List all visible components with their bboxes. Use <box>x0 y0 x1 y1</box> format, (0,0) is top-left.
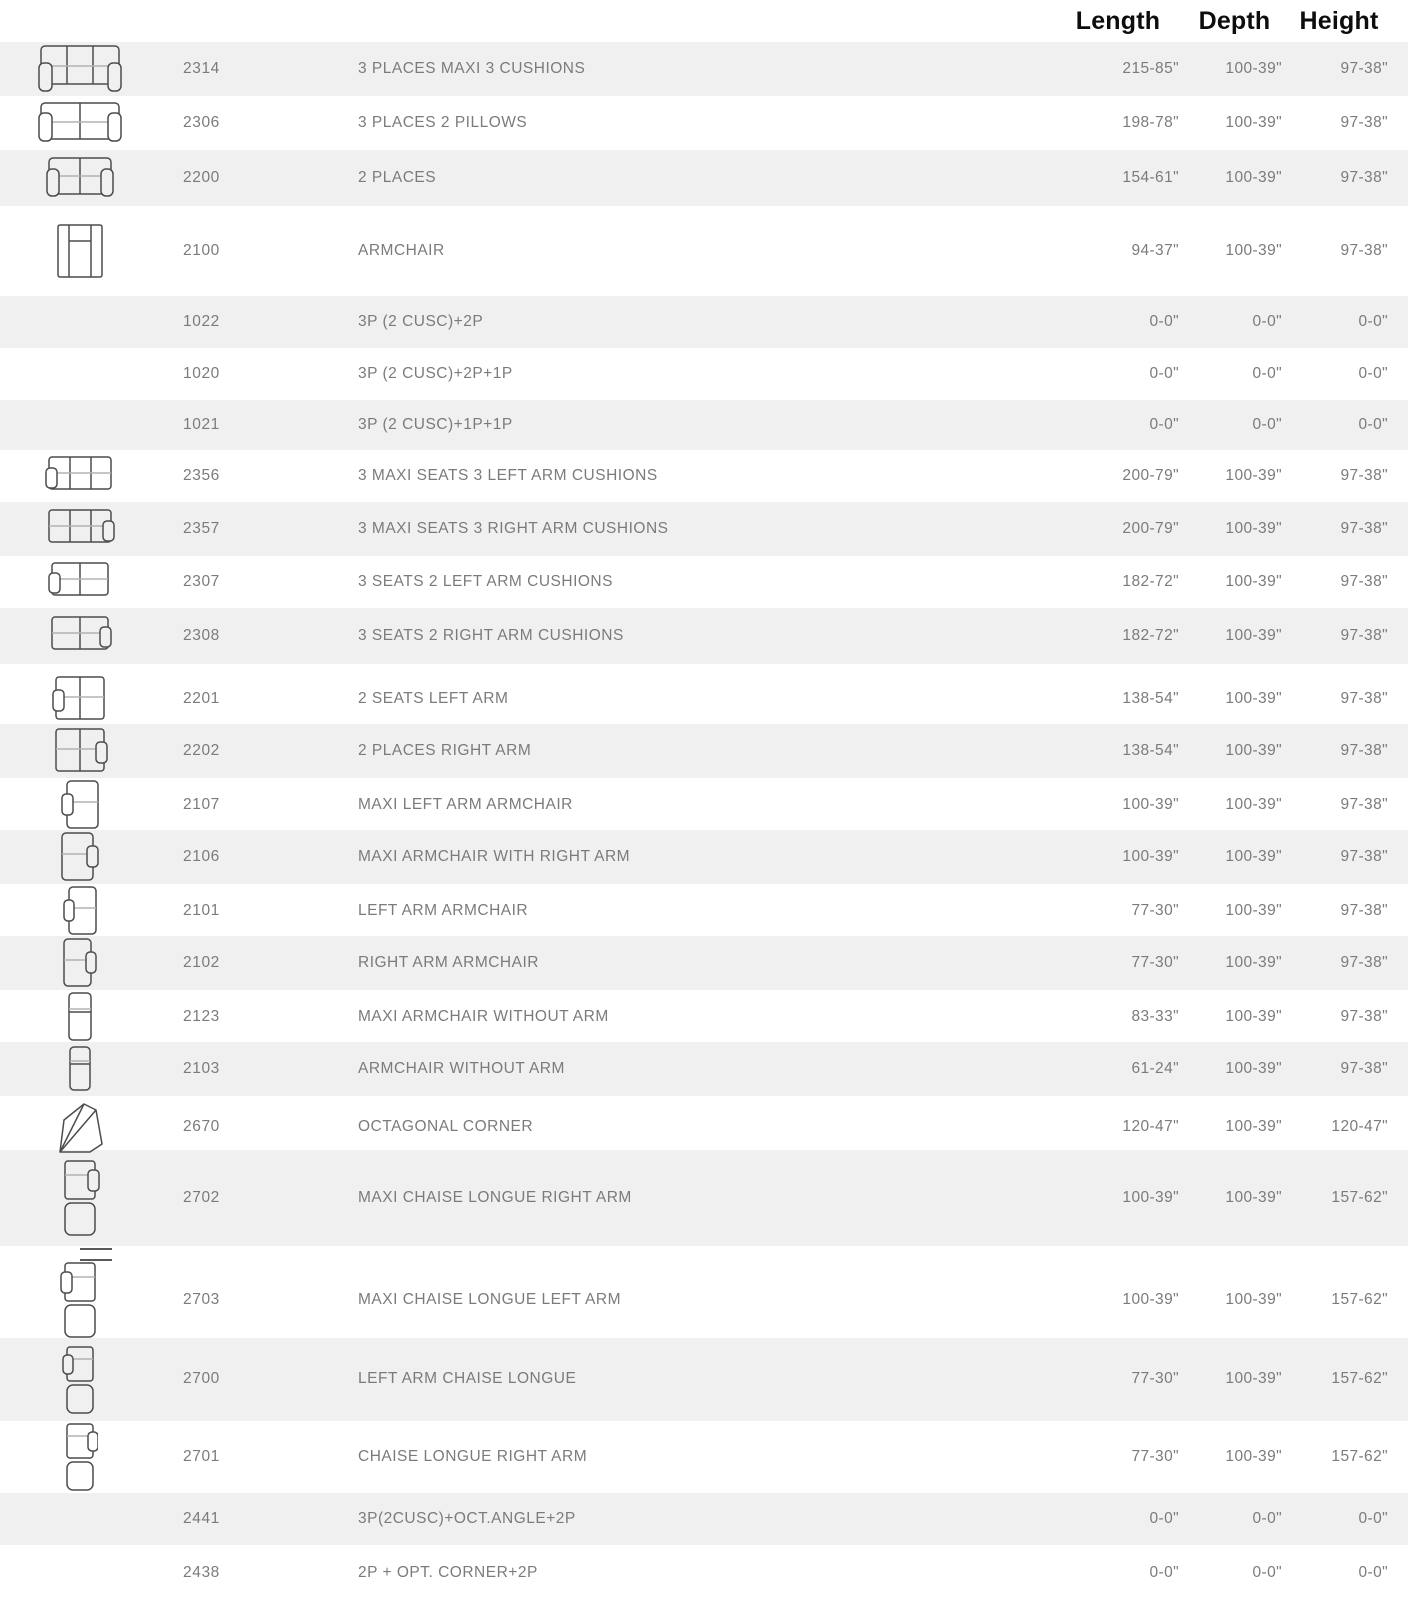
table-row <box>0 400 1408 450</box>
height-value: 0-0" <box>1358 312 1388 330</box>
product-description: ARMCHAIR <box>358 241 445 259</box>
table-row <box>0 936 1408 990</box>
octagonal-corner-icon <box>0 1096 160 1158</box>
height-value: 97-38" <box>1340 168 1388 186</box>
product-code: 2438 <box>183 1563 220 1581</box>
sofa-2-places-icon <box>0 150 160 206</box>
armchair-no-arm-icon <box>0 1042 160 1096</box>
height-value: 157-62" <box>1331 1370 1388 1388</box>
table-row <box>0 348 1408 400</box>
table-row <box>0 990 1408 1042</box>
height-value: 97-38" <box>1340 1007 1388 1025</box>
length-value: 0-0" <box>1149 364 1179 382</box>
product-description: 2 PLACES RIGHT ARM <box>358 741 532 759</box>
length-value: 182-72" <box>1122 626 1179 644</box>
length-value: 77-30" <box>1131 1370 1179 1388</box>
length-value: 0-0" <box>1149 415 1179 433</box>
depth-value: 100-39" <box>1225 113 1282 131</box>
product-description: 2P + OPT. CORNER+2P <box>358 1563 538 1581</box>
product-code: 2701 <box>183 1447 220 1465</box>
product-code: 2700 <box>183 1370 220 1388</box>
table-row <box>0 884 1408 936</box>
product-code: 2357 <box>183 519 220 537</box>
product-description: OCTAGONAL CORNER <box>358 1117 534 1135</box>
height-value: 97-38" <box>1340 795 1388 813</box>
height-value: 97-38" <box>1340 59 1388 77</box>
height-value: 97-38" <box>1340 519 1388 537</box>
page-gap <box>0 664 1408 674</box>
product-description: 3P (2 CUSC)+2P <box>358 312 484 330</box>
product-code: 2703 <box>183 1290 220 1308</box>
depth-value: 100-39" <box>1225 741 1282 759</box>
length-value: 138-54" <box>1122 741 1179 759</box>
product-description: 3P(2CUSC)+OCT.ANGLE+2P <box>358 1509 576 1527</box>
page-section <box>0 674 1408 1246</box>
armchair-no-arm-maxi-icon <box>0 990 160 1044</box>
product-code: 2202 <box>183 741 220 759</box>
empty-icon-cell <box>0 1493 160 1545</box>
height-value: 97-38" <box>1340 626 1388 644</box>
length-value: 100-39" <box>1122 1188 1179 1206</box>
table-row <box>0 724 1408 778</box>
table-row <box>0 296 1408 348</box>
depth-value: 100-39" <box>1225 901 1282 919</box>
product-description: 3 SEATS 2 LEFT ARM CUSHIONS <box>358 572 613 590</box>
product-code: 2307 <box>183 572 220 590</box>
table-row <box>0 1545 1408 1601</box>
sofa-2-left-arm-icon <box>0 556 160 608</box>
height-value: 0-0" <box>1358 364 1388 382</box>
sofa-2-right-arm-icon <box>0 608 160 664</box>
armchair-left-arm-maxi-icon <box>0 778 160 832</box>
product-description: CHAISE LONGUE RIGHT ARM <box>358 1447 588 1465</box>
height-value: 97-38" <box>1340 689 1388 707</box>
product-code: 2308 <box>183 626 220 644</box>
depth-value: 100-39" <box>1225 847 1282 865</box>
page-section <box>0 42 1408 664</box>
depth-value: 100-39" <box>1225 59 1282 77</box>
height-value: 97-38" <box>1340 466 1388 484</box>
product-description: MAXI LEFT ARM ARMCHAIR <box>358 795 573 813</box>
depth-value: 100-39" <box>1225 689 1282 707</box>
depth-value: 100-39" <box>1225 519 1282 537</box>
empty-icon-cell <box>0 400 160 450</box>
depth-value: 0-0" <box>1252 1563 1282 1581</box>
depth-value: 0-0" <box>1252 1509 1282 1527</box>
length-value: 138-54" <box>1122 689 1179 707</box>
seats-2-left-arm-icon <box>0 674 160 724</box>
height-value: 157-62" <box>1331 1290 1388 1308</box>
table-row <box>0 778 1408 830</box>
depth-value: 100-39" <box>1225 241 1282 259</box>
height-value: 97-38" <box>1340 901 1388 919</box>
product-code: 2314 <box>183 59 220 77</box>
product-code: 2441 <box>183 1509 220 1527</box>
product-description: 3 SEATS 2 RIGHT ARM CUSHIONS <box>358 626 624 644</box>
product-description: 3 MAXI SEATS 3 RIGHT ARM CUSHIONS <box>358 519 669 537</box>
length-value: 83-33" <box>1131 1007 1179 1025</box>
length-value: 77-30" <box>1131 1447 1179 1465</box>
height-value: 0-0" <box>1358 1563 1388 1581</box>
sofa-3-left-arm-icon <box>0 450 160 502</box>
length-value: 61-24" <box>1131 1059 1179 1077</box>
chaise-left-arm-icon <box>0 1338 160 1421</box>
height-value: 97-38" <box>1340 241 1388 259</box>
seats-2-right-arm-icon <box>0 724 160 778</box>
height-column-header: Height <box>1299 6 1379 35</box>
table-row <box>0 450 1408 502</box>
table-row <box>0 1042 1408 1096</box>
depth-value: 100-39" <box>1225 466 1282 484</box>
table-row <box>0 1421 1408 1493</box>
length-value: 0-0" <box>1149 1509 1179 1527</box>
height-value: 97-38" <box>1340 847 1388 865</box>
depth-value: 0-0" <box>1252 415 1282 433</box>
product-code: 2201 <box>183 689 220 707</box>
armchair-left-arm-icon <box>0 884 160 938</box>
product-code: 2101 <box>183 901 220 919</box>
product-code: 2356 <box>183 466 220 484</box>
length-value: 94-37" <box>1131 241 1179 259</box>
product-description: LEFT ARM ARMCHAIR <box>358 901 529 919</box>
length-value: 120-47" <box>1122 1117 1179 1135</box>
table-row <box>0 1493 1408 1545</box>
table-row <box>0 42 1408 96</box>
depth-value: 100-39" <box>1225 1007 1282 1025</box>
table-row <box>0 502 1408 556</box>
table-row <box>0 96 1408 150</box>
cut-icon-fragment <box>80 1248 112 1261</box>
depth-column-header: Depth <box>1198 6 1271 35</box>
depth-value: 0-0" <box>1252 312 1282 330</box>
product-code: 2200 <box>183 168 220 186</box>
product-code: 1020 <box>183 364 220 382</box>
product-description: LEFT ARM CHAISE LONGUE <box>358 1370 577 1388</box>
length-value: 100-39" <box>1122 795 1179 813</box>
empty-icon-cell <box>0 296 160 348</box>
height-value: 157-62" <box>1331 1188 1388 1206</box>
height-value: 120-47" <box>1331 1117 1388 1135</box>
table-row <box>0 150 1408 206</box>
depth-value: 100-39" <box>1225 1117 1282 1135</box>
product-description: 2 PLACES <box>358 168 437 186</box>
product-code: 2123 <box>183 1007 220 1025</box>
table-header <box>0 0 1408 42</box>
depth-value: 100-39" <box>1225 1290 1282 1308</box>
product-description: 3 PLACES MAXI 3 CUSHIONS <box>358 59 586 77</box>
empty-icon-cell <box>0 1545 160 1601</box>
table-row <box>0 206 1408 296</box>
product-description: 3P (2 CUSC)+1P+1P <box>358 415 513 433</box>
product-code: 1022 <box>183 312 220 330</box>
height-value: 97-38" <box>1340 741 1388 759</box>
length-value: 182-72" <box>1122 572 1179 590</box>
product-description: MAXI ARMCHAIR WITHOUT ARM <box>358 1007 609 1025</box>
chaise-right-arm-icon <box>0 1421 160 1493</box>
sofa-2-pillows-icon <box>0 96 160 150</box>
depth-value: 100-39" <box>1225 572 1282 590</box>
product-description: MAXI CHAISE LONGUE RIGHT ARM <box>358 1188 632 1206</box>
depth-value: 100-39" <box>1225 1188 1282 1206</box>
table-row <box>0 830 1408 884</box>
product-code: 2103 <box>183 1059 220 1077</box>
table-row <box>0 1338 1408 1421</box>
depth-value: 100-39" <box>1225 1370 1282 1388</box>
product-description: MAXI ARMCHAIR WITH RIGHT ARM <box>358 847 631 865</box>
height-value: 0-0" <box>1358 415 1388 433</box>
armchair-icon <box>0 206 160 296</box>
product-description: 3 MAXI SEATS 3 LEFT ARM CUSHIONS <box>358 466 658 484</box>
height-value: 157-62" <box>1331 1447 1388 1465</box>
product-code: 2102 <box>183 953 220 971</box>
armchair-right-arm-maxi-icon <box>0 830 160 884</box>
length-value: 154-61" <box>1122 168 1179 186</box>
height-value: 97-38" <box>1340 113 1388 131</box>
depth-value: 100-39" <box>1225 1447 1282 1465</box>
table-row <box>0 608 1408 664</box>
product-code: 1021 <box>183 415 220 433</box>
length-value: 0-0" <box>1149 1563 1179 1581</box>
length-value: 77-30" <box>1131 901 1179 919</box>
depth-value: 0-0" <box>1252 364 1282 382</box>
table-row <box>0 1150 1408 1246</box>
table-row <box>0 1260 1408 1338</box>
product-description: ARMCHAIR WITHOUT ARM <box>358 1059 565 1077</box>
chaise-right-arm-maxi-icon <box>0 1150 160 1246</box>
product-description: MAXI CHAISE LONGUE LEFT ARM <box>358 1290 621 1308</box>
product-description: 3 PLACES 2 PILLOWS <box>358 113 528 131</box>
table-body <box>0 42 1408 1601</box>
depth-value: 100-39" <box>1225 953 1282 971</box>
product-code: 2306 <box>183 113 220 131</box>
height-value: 0-0" <box>1358 1509 1388 1527</box>
depth-value: 100-39" <box>1225 626 1282 644</box>
sofa-3-right-arm-icon <box>0 502 160 556</box>
product-code: 2100 <box>183 241 220 259</box>
height-value: 97-38" <box>1340 572 1388 590</box>
height-value: 97-38" <box>1340 953 1388 971</box>
length-value: 215-85" <box>1122 59 1179 77</box>
length-value: 200-79" <box>1122 519 1179 537</box>
table-row <box>0 674 1408 724</box>
length-value: 198-78" <box>1122 113 1179 131</box>
page-section <box>0 1260 1408 1601</box>
product-code: 2107 <box>183 795 220 813</box>
depth-value: 100-39" <box>1225 795 1282 813</box>
product-code: 2106 <box>183 847 220 865</box>
length-column-header: Length <box>1075 6 1161 35</box>
depth-value: 100-39" <box>1225 168 1282 186</box>
product-code: 2670 <box>183 1117 220 1135</box>
page-gap <box>0 1246 1408 1260</box>
armchair-right-arm-icon <box>0 936 160 990</box>
product-description: 3P (2 CUSC)+2P+1P <box>358 364 513 382</box>
table-row <box>0 556 1408 608</box>
length-value: 200-79" <box>1122 466 1179 484</box>
chaise-left-arm-maxi-icon <box>0 1260 160 1340</box>
sofa-3-places-icon <box>0 42 160 96</box>
height-value: 97-38" <box>1340 1059 1388 1077</box>
length-value: 100-39" <box>1122 1290 1179 1308</box>
length-value: 77-30" <box>1131 953 1179 971</box>
depth-value: 100-39" <box>1225 1059 1282 1077</box>
length-value: 100-39" <box>1122 847 1179 865</box>
empty-icon-cell <box>0 348 160 400</box>
table-row <box>0 1096 1408 1150</box>
length-value: 0-0" <box>1149 312 1179 330</box>
product-description: 2 SEATS LEFT ARM <box>358 689 509 707</box>
product-description: RIGHT ARM ARMCHAIR <box>358 953 539 971</box>
product-code: 2702 <box>183 1188 220 1206</box>
